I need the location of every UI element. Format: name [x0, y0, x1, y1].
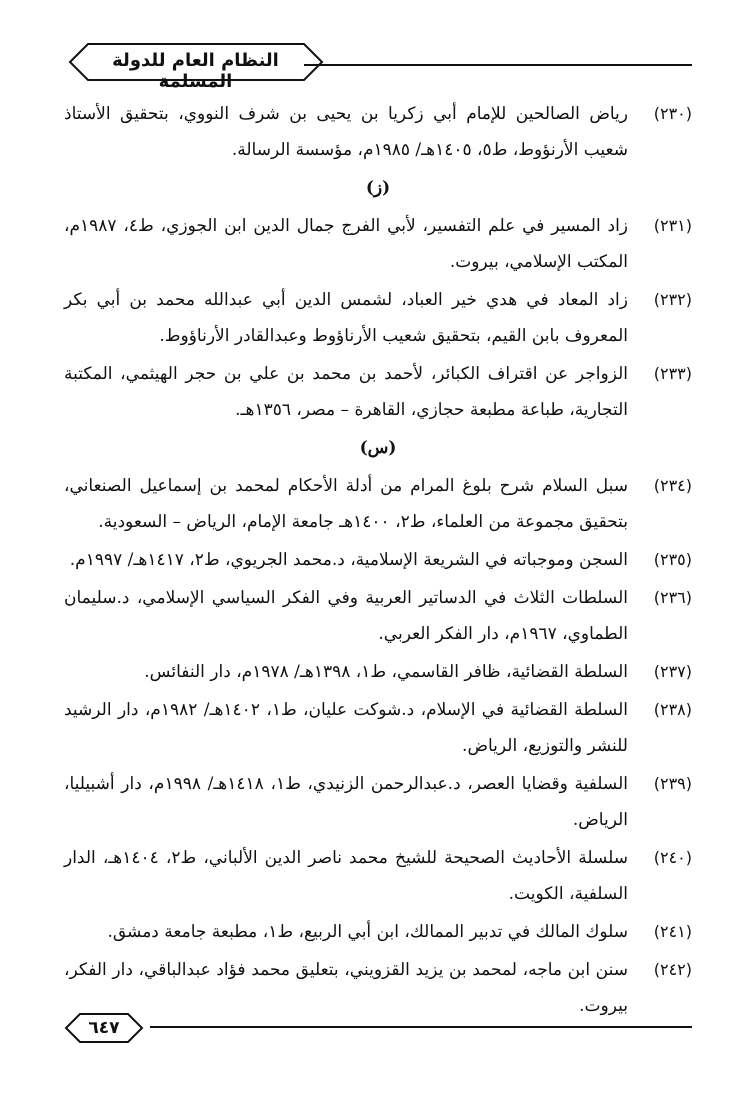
bibliography-entry [64, 356, 692, 428]
entry-number: (٢٣٩) [653, 774, 692, 793]
bibliography-entry [64, 654, 692, 690]
entry-text: سنن ابن ماجه، لمحمد بن يزيد القزويني، بتعليق محمد فؤاد عبدالباقي، دار الفكر، بيروت. [64, 960, 628, 1016]
page-number: ٦٤٧ [88, 1018, 120, 1038]
entry-number: (٢٤٠) [653, 848, 692, 867]
entry-text: الزواجر عن اقتراف الكبائر، لأحمد بن محمد بن علي بن حجر الهيثمي، المكتبة التجارية، طباعة مطبعة حجازي، القاهرة – مصر، ١٣٥٦هـ. [64, 364, 628, 420]
page-footer [64, 1010, 692, 1046]
entry-number: (٢٣٣) [653, 364, 692, 383]
entry-number: (٢٤٢) [653, 960, 692, 979]
bibliography-entry [64, 468, 692, 540]
entry-text: سبل السلام شرح بلوغ المرام من أدلة الأحكام لمحمد بن إسماعيل الصنعاني، بتحقيق مجموعة من العلماء، ط٢، ١٤٠٠هـ جامعة الإمام، الرياض – السعودية. [64, 476, 628, 532]
entry-text: زاد المعاد في هدي خير العباد، لشمس الدين أبي عبدالله محمد بن أبي بكر المعروف بابن القيم، بتحقيق شعيب الأرناؤوط وعبدالقادر الأرناؤوط. [64, 290, 628, 346]
entry-number: (٢٣٢) [653, 290, 692, 309]
entry-text: سلوك المالك في تدبير الممالك، ابن أبي الربيع، ط١، مطبعة جامعة دمشق. [107, 922, 628, 942]
entry-number: (٢٣٨) [653, 700, 692, 719]
bibliography-entry [64, 692, 692, 764]
bibliography-entry [64, 914, 692, 950]
bibliography-entry [64, 840, 692, 912]
bibliography-entry [64, 208, 692, 280]
book-title: النظام العام للدولة المسلمة [112, 50, 279, 92]
header-rule [304, 64, 692, 66]
section-letter: (ز) [365, 178, 391, 198]
page-number-frame [64, 1012, 144, 1044]
bibliography-entry [64, 766, 692, 838]
entry-number: (٢٣٥) [653, 550, 692, 569]
bibliography-entry [64, 282, 692, 354]
entry-text: السجن وموجباته في الشريعة الإسلامية، د.محمد الجريوي، ط٢، ١٤١٧هـ/ ١٩٩٧م. [69, 550, 628, 570]
bibliography-entry [64, 542, 692, 578]
entry-text: السلطة القضائية في الإسلام، د.شوكت عليان، ط١، ١٤٠٢هـ/ ١٩٨٢م، دار الرشيد للنشر والتوزيع، الرياض. [64, 700, 629, 756]
entry-number: (٢٣٧) [653, 662, 692, 681]
entry-number: (٢٤١) [653, 922, 692, 941]
entry-number: (٢٣٠) [653, 104, 692, 123]
entry-number: (٢٣٤) [653, 476, 692, 495]
bibliography-entry [64, 580, 692, 652]
entry-number: (٢٣٦) [653, 588, 692, 607]
entry-number: (٢٣١) [653, 216, 692, 235]
section-letter: (س) [359, 438, 397, 458]
running-header [64, 38, 692, 92]
bibliography-entry [64, 96, 692, 168]
entry-text: السلطة القضائية، ظافر القاسمي، ط١، ١٣٩٨هـ/ ١٩٧٨م، دار النفائس. [144, 662, 628, 682]
entry-text: السلفية وقضايا العصر، د.عبدالرحمن الزنيدي، ط١، ١٤١٨هـ/ ١٩٩٨م، دار أشبيليا، الرياض. [64, 774, 628, 830]
header-title-frame [88, 42, 303, 92]
bibliography-list [64, 96, 692, 1026]
entry-text: السلطات الثلاث في الدساتير العربية وفي الفكر السياسي الإسلامي، د.سليمان الطماوي، ١٩٦٧م، دار الفكر العربي. [64, 588, 628, 644]
entry-text: رياض الصالحين للإمام أبي زكريا بن يحيى بن شرف النووي، بتحقيق الأستاذ شعيب الأرنؤوط، ط٥، ١٤٠٥هـ/ ١٩٨٥م، مؤسسة الرسالة. [64, 104, 628, 160]
entry-text: زاد المسير في علم التفسير، لأبي الفرج جمال الدين ابن الجوزي، ط٤، ١٩٨٧م، المكتب الإسلامي، بيروت. [64, 216, 629, 272]
footer-rule [150, 1026, 692, 1028]
entry-text: سلسلة الأحاديث الصحيحة للشيخ محمد ناصر الدين الألباني، ط٢، ١٤٠٤هـ، الدار السلفية، الكويت. [64, 848, 628, 904]
